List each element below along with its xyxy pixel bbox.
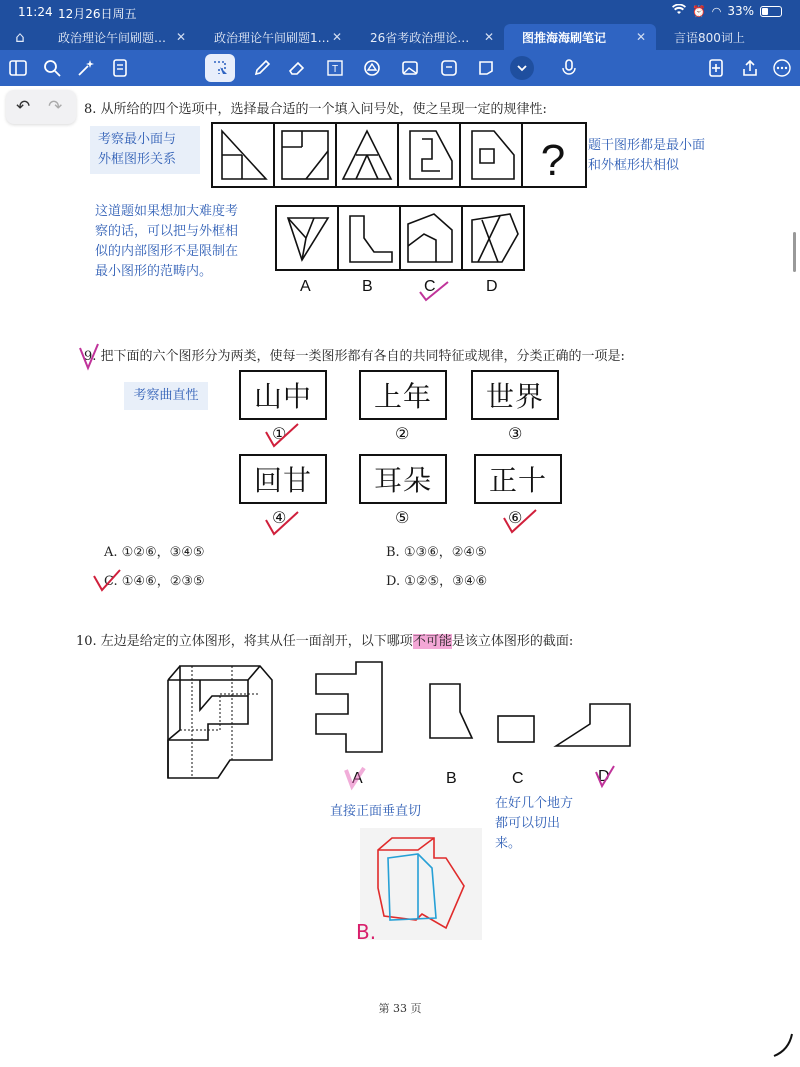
q9-check-1 xyxy=(262,420,302,450)
q9-text: 9. 把下面的六个图形分为两类，使每一类图形都有各自的共同特征或规律，分类正确的一项是: xyxy=(84,349,625,364)
tab-label: 图推海海刷笔记 xyxy=(522,30,607,45)
q9-number-1: ① xyxy=(272,424,287,443)
more-icon[interactable] xyxy=(770,56,794,80)
q9-answer-check xyxy=(92,566,124,594)
q8-stem-figures xyxy=(210,121,590,189)
tab-3[interactable] xyxy=(352,24,504,50)
q10-hand-sketch xyxy=(360,828,482,940)
q10-option-b-figure xyxy=(420,676,480,746)
alarm-icon: ⏰ xyxy=(692,4,706,18)
q10-text xyxy=(76,630,573,649)
q8-option-b-figure xyxy=(350,216,392,262)
tab-label: 言语800词上 xyxy=(674,30,745,45)
q8-option-d: D xyxy=(486,278,498,295)
tab-label: 26省考政治理论… xyxy=(370,30,470,45)
status-icons xyxy=(672,4,782,18)
tab-4-active[interactable] xyxy=(504,24,656,50)
close-icon[interactable]: ✕ xyxy=(483,30,494,44)
battery-percent: 33% xyxy=(727,4,754,18)
q10-option-a: A xyxy=(352,770,363,787)
q9-check-4 xyxy=(262,508,302,538)
document-tabs xyxy=(0,24,800,50)
tab-5[interactable] xyxy=(656,24,800,50)
status-time: 11:24 xyxy=(18,5,53,19)
q8-figure-2 xyxy=(282,131,328,179)
q9-choice-d: D. ①②⑤，③④⑥ xyxy=(386,574,488,589)
eraser-icon[interactable] xyxy=(285,56,309,80)
undo-icon[interactable]: ↶ xyxy=(16,97,31,117)
q8-text: 8. 从所给的四个选项中，选择最合适的一个填入问号处，使之呈现一定的规律性: xyxy=(84,102,547,117)
close-icon[interactable]: ✕ xyxy=(331,30,342,44)
tab-2[interactable] xyxy=(196,24,352,50)
status-date: 12月26日周五 xyxy=(58,7,137,21)
q10-text-highlight: 不可能 xyxy=(412,634,452,649)
q8-option-d-figure xyxy=(472,214,518,262)
image-icon[interactable] xyxy=(398,56,422,80)
q8-option-a: A xyxy=(300,278,311,295)
q9-check-6 xyxy=(500,506,540,536)
q8-option-figures xyxy=(274,204,526,272)
q9-figure-2: 上年 xyxy=(359,370,447,420)
q9-number-2: ② xyxy=(395,424,410,443)
headphones-icon: ◠ xyxy=(711,4,722,18)
home-icon[interactable]: ⌂ xyxy=(15,28,25,46)
q9-choice-b: B. ①③⑥，②④⑤ xyxy=(386,545,487,560)
q8-option-b: B xyxy=(362,278,373,295)
q8-figure-3 xyxy=(343,131,391,179)
q8-question-mark: ? xyxy=(540,136,566,185)
q10-note-c: 在好几个地方 都可以切出 来。 xyxy=(495,796,574,851)
scrollbar[interactable] xyxy=(793,232,796,272)
svg-text:T: T xyxy=(331,64,339,75)
text-box-icon[interactable] xyxy=(323,56,347,80)
status-bar xyxy=(0,0,800,24)
redo-icon[interactable]: ↷ xyxy=(48,97,63,117)
share-icon[interactable] xyxy=(738,56,762,80)
add-page-icon[interactable] xyxy=(704,56,728,80)
note-icon[interactable] xyxy=(474,56,498,80)
sidebar-icon[interactable] xyxy=(6,56,30,80)
close-icon[interactable]: ✕ xyxy=(635,30,646,44)
q8-option-c: C xyxy=(424,278,436,295)
q10-option-d-figure xyxy=(550,698,640,754)
q8-figure-5 xyxy=(472,131,514,179)
wifi-icon xyxy=(672,4,686,18)
q10-text-after: 是该立体图形的截面: xyxy=(451,634,574,649)
q8-option-a-figure xyxy=(288,218,328,260)
document-icon[interactable] xyxy=(108,56,132,80)
toolbar xyxy=(0,50,800,86)
battery-icon xyxy=(760,6,782,17)
undo-redo-panel xyxy=(6,90,76,124)
q10-option-a-figure xyxy=(310,656,400,766)
search-icon[interactable] xyxy=(40,56,64,80)
q9-number-6: ⑥ xyxy=(508,508,523,527)
pen-icon[interactable] xyxy=(250,56,274,80)
tab-1[interactable] xyxy=(40,24,196,50)
q8-check-mark xyxy=(418,280,452,304)
q10-mark-a xyxy=(342,764,370,792)
q10-option-c: C xyxy=(512,770,524,787)
q8-note-box: 考察最小面与 外框图形关系 xyxy=(90,126,200,174)
q9-check-mark xyxy=(78,342,100,370)
microphone-icon[interactable] xyxy=(552,56,586,80)
q9-figure-5: 耳朵 xyxy=(359,454,447,504)
page-number: 第 33 页 xyxy=(378,1002,422,1015)
q9-choice-c: C. ①④⑥，②③⑤ xyxy=(104,574,205,589)
q8-note-left: 这道题如果想加大难度考 察的话，可以把与外框相 似的内部图形不是限制在 最小图形的范畴内。 xyxy=(95,204,239,279)
q9-figure-6: 正十 xyxy=(474,454,562,504)
q9-number-3: ③ xyxy=(508,424,523,443)
sticker-icon[interactable] xyxy=(437,56,461,80)
q10-solid-figure xyxy=(160,660,280,785)
q9-figure-1: 山中 xyxy=(239,370,327,420)
q10-text-before: 10. 左边是给定的立体图形，将其从任一面剖开，以下哪项 xyxy=(76,634,413,649)
tab-label: 政治理论午间刷题1… xyxy=(214,30,330,45)
shapes-icon[interactable] xyxy=(360,56,384,80)
q8-option-c-figure xyxy=(408,214,452,262)
tab-label: 政治理论午间刷题… xyxy=(58,30,167,45)
q10-option-d: D xyxy=(598,768,610,785)
q9-number-4: ④ xyxy=(272,508,287,527)
lasso-icon[interactable] xyxy=(205,54,235,82)
q8-figure-4 xyxy=(410,131,452,179)
q10-option-b: B xyxy=(446,770,457,787)
q10-handwritten-b: B. xyxy=(356,920,377,944)
q9-figure-3: 世界 xyxy=(471,370,559,420)
q9-number-5: ⑤ xyxy=(395,508,410,527)
q8-note-right: 题干图形都是最小面 和外框形状相似 xyxy=(588,138,706,173)
q8-figure-1 xyxy=(222,131,266,179)
close-icon[interactable]: ✕ xyxy=(175,30,186,44)
chevron-down-icon[interactable] xyxy=(510,56,534,80)
q9-note-box: 考察曲直性 xyxy=(124,382,208,410)
q10-note-a: 直接正面垂直切 xyxy=(330,804,422,819)
q9-choice-a: A. ①②⑥，③④⑤ xyxy=(104,545,205,560)
q9-figure-4: 回甘 xyxy=(239,454,327,504)
q10-option-c-figure xyxy=(492,710,540,748)
magic-icon[interactable] xyxy=(74,56,98,80)
q10-mark-d xyxy=(592,764,620,792)
resize-handle-icon[interactable] xyxy=(770,1030,796,1060)
